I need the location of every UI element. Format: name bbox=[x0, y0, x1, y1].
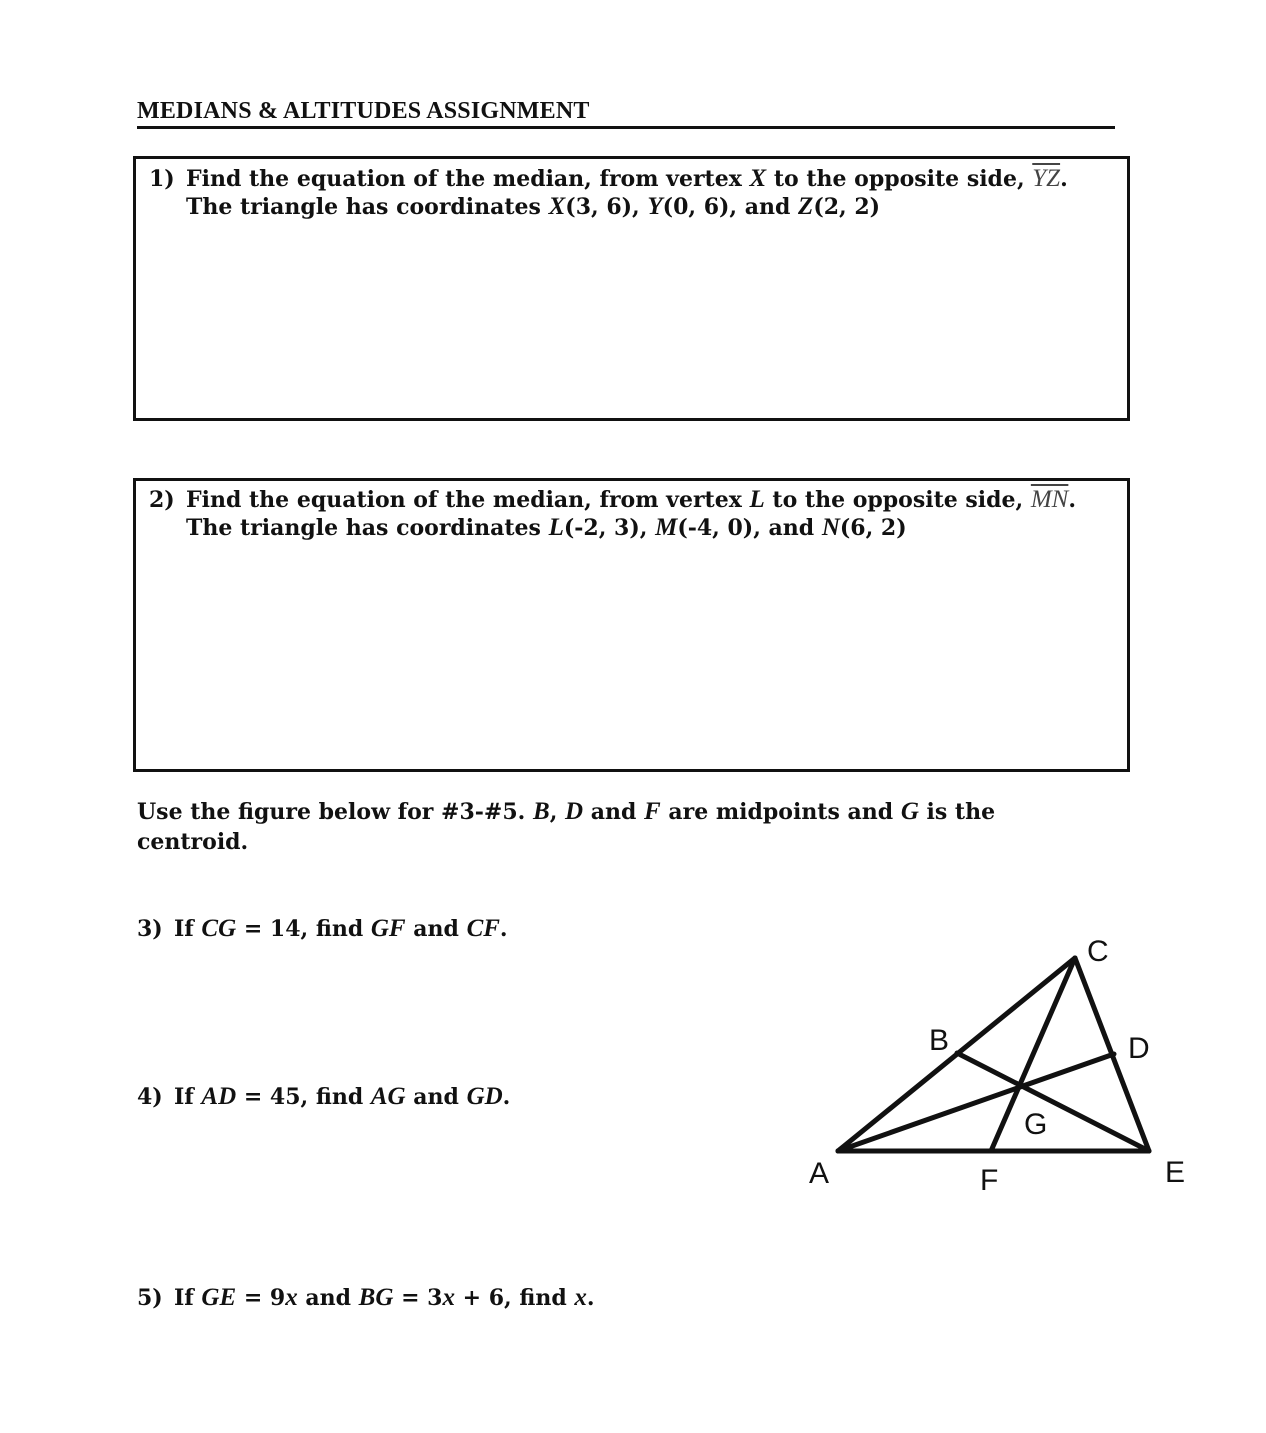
figure-instructions bbox=[137, 797, 1097, 857]
instructions-line-2: centroid. bbox=[137, 829, 249, 855]
q3-t3: and bbox=[405, 916, 467, 942]
instructions-mid: are midpoints and bbox=[660, 799, 901, 825]
q3-t4: . bbox=[499, 916, 508, 942]
var-g: G bbox=[900, 798, 919, 825]
q4-t2: = 45, find bbox=[236, 1084, 371, 1110]
coords-x: (3, 6), bbox=[565, 194, 648, 220]
question-3 bbox=[137, 915, 508, 943]
question-1-coords-text: The triangle has coordinates bbox=[186, 194, 549, 220]
median-ad bbox=[838, 1054, 1114, 1151]
coords-n: (6, 2) bbox=[839, 515, 907, 541]
q5-t6: . bbox=[586, 1285, 595, 1311]
q5-t5: + 6, find bbox=[454, 1285, 575, 1311]
var-d: D bbox=[565, 798, 584, 825]
q5-t3: and bbox=[297, 1285, 359, 1311]
question-1-line-2 bbox=[149, 193, 1124, 221]
instructions-line-1 bbox=[137, 797, 1097, 827]
question-2 bbox=[149, 486, 1124, 542]
segment-mn: $\overline{MN}$ bbox=[1030, 486, 1069, 513]
question-1-number: 1) bbox=[149, 166, 175, 192]
question-1 bbox=[149, 165, 1124, 221]
point-m: M bbox=[655, 514, 678, 541]
vertex-l: L bbox=[749, 486, 765, 513]
instructions-post: is the bbox=[918, 799, 996, 825]
var-x: x bbox=[574, 1284, 587, 1311]
coords-y: (0, 6), and bbox=[662, 194, 799, 220]
question-2-period: . bbox=[1068, 487, 1077, 513]
q4-t1: If bbox=[174, 1084, 202, 1110]
median-eb bbox=[957, 1053, 1149, 1151]
question-2-line-2 bbox=[149, 514, 1124, 542]
label-g: G bbox=[1024, 1108, 1048, 1141]
q3-t1: If bbox=[174, 916, 202, 942]
question-2-number: 2) bbox=[149, 487, 175, 513]
vertex-x: X bbox=[749, 165, 767, 192]
segment-ge: GE bbox=[201, 1284, 237, 1311]
point-n: N bbox=[821, 514, 840, 541]
question-2-coords-text: The triangle has coordinates bbox=[186, 515, 549, 541]
label-b: B bbox=[929, 1024, 950, 1057]
segment-bg: BG bbox=[358, 1284, 394, 1311]
question-1-period: . bbox=[1060, 166, 1068, 192]
var-x: x bbox=[442, 1284, 455, 1311]
question-5 bbox=[137, 1284, 595, 1312]
question-1-line-1 bbox=[149, 165, 1124, 193]
var-x: x bbox=[285, 1284, 298, 1311]
question-1-text-mid: to the opposite side, bbox=[766, 166, 1033, 192]
label-a: A bbox=[809, 1157, 830, 1190]
label-e: E bbox=[1165, 1156, 1186, 1189]
question-2-text: Find the equation of the median, from vertex bbox=[186, 487, 750, 513]
q4-t4: . bbox=[502, 1084, 511, 1110]
question-3-number: 3) bbox=[137, 916, 163, 942]
label-c: C bbox=[1087, 935, 1109, 968]
point-l: L bbox=[548, 514, 564, 541]
segment-ad: AD bbox=[201, 1083, 237, 1110]
q3-t2: = 14, find bbox=[236, 916, 371, 942]
page-title: MEDIANS & ALTITUDES ASSIGNMENT bbox=[137, 98, 1115, 129]
label-f: F bbox=[980, 1164, 999, 1195]
q5-t4: = 3 bbox=[393, 1285, 443, 1311]
question-1-text: Find the equation of the median, from vertex bbox=[186, 166, 750, 192]
segment-cf: CF bbox=[466, 915, 500, 942]
segment-yz: $\overline{YZ}$ bbox=[1032, 165, 1061, 192]
instructions-text: Use the figure below for #3-#5. bbox=[137, 799, 533, 825]
var-b: B bbox=[533, 798, 550, 825]
segment-gf: GF bbox=[370, 915, 406, 942]
question-2-line-1 bbox=[149, 486, 1124, 514]
q5-t2: = 9 bbox=[236, 1285, 286, 1311]
instructions-sep-1: , bbox=[549, 799, 566, 825]
coords-l: (-2, 3), bbox=[563, 515, 656, 541]
segment-ag: AG bbox=[370, 1083, 406, 1110]
question-4 bbox=[137, 1083, 510, 1111]
segment-cg: CG bbox=[201, 915, 237, 942]
label-d: D bbox=[1128, 1032, 1150, 1065]
question-2-text-mid: to the opposite side, bbox=[764, 487, 1031, 513]
coords-z: (2, 2) bbox=[813, 194, 881, 220]
coords-m: (-4, 0), and bbox=[677, 515, 822, 541]
point-z: Z bbox=[798, 193, 814, 220]
question-4-number: 4) bbox=[137, 1084, 163, 1110]
question-5-number: 5) bbox=[137, 1285, 163, 1311]
instructions-sep-2: and bbox=[583, 799, 645, 825]
point-x: X bbox=[548, 193, 566, 220]
point-y: Y bbox=[647, 193, 663, 220]
var-f: F bbox=[644, 798, 661, 825]
q5-t1: If bbox=[174, 1285, 202, 1311]
segment-gd: GD bbox=[466, 1083, 503, 1110]
centroid-triangle-figure bbox=[800, 925, 1200, 1195]
q4-t3: and bbox=[405, 1084, 467, 1110]
